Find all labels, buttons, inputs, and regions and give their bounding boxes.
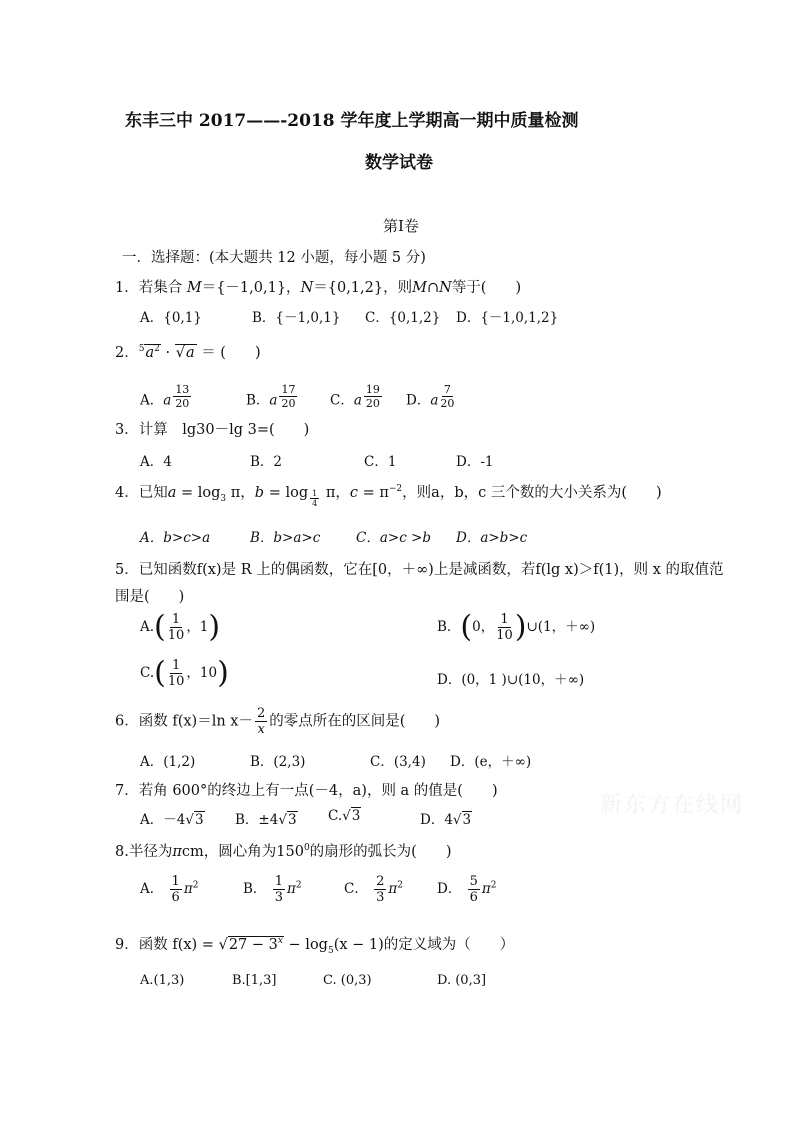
q6-option-a[interactable]: A．(1,2) xyxy=(140,754,196,770)
q2-option-c[interactable]: C．a $^{\frac{19}{20}}$ xyxy=(330,383,380,410)
q9-option-a[interactable]: A.(1,3) xyxy=(140,973,185,988)
question-1: 1．若集合 M＝{－1,0,1}，N＝{0,1,2}，则M∩N等于( ) xyxy=(115,280,522,296)
q4-option-b[interactable]: B．b>a>c xyxy=(250,530,321,546)
q2-option-d[interactable]: D．a $^{\frac{7}{20}}$ xyxy=(406,383,455,410)
q6-option-d[interactable]: D．(e，＋∞) xyxy=(450,754,532,770)
q7-option-d[interactable]: D．4√3 xyxy=(420,812,472,828)
q4-option-c[interactable]: C．a>c >b xyxy=(356,530,431,546)
q2-option-a[interactable]: A．a $^{\frac{13}{20}}$ xyxy=(140,383,190,410)
q3-option-a[interactable]: A．4 xyxy=(140,454,172,470)
q9-option-b[interactable]: B.[1,3] xyxy=(232,973,277,988)
q1-option-a[interactable]: A．{0,1} xyxy=(140,310,202,326)
exam-subtitle: 数学试卷 xyxy=(365,153,433,173)
q3-option-b[interactable]: B．2 xyxy=(250,454,283,470)
q3-option-c[interactable]: C．1 xyxy=(364,454,397,470)
q7-option-a[interactable]: A．－4√3 xyxy=(140,812,204,828)
question-3: 3．计算 lg30－lg 3=( ) xyxy=(115,422,310,438)
q4-option-a[interactable]: A．b>c>a xyxy=(140,530,211,546)
q4-option-d[interactable]: D．a>b>c xyxy=(456,530,528,546)
q6-option-c[interactable]: C．(3,4) xyxy=(370,754,426,770)
question-5-line1: 5．已知函数f(x)是 R 上的偶函数，它在[0，＋∞)上是减函数，若f(lg x)＞f(1)，则 x 的取值范 xyxy=(115,562,724,578)
section-heading: 一．选择题：(本大题共 12 小题，每小题 5 分) xyxy=(122,250,426,266)
q1-option-d[interactable]: D．{－1,0,1,2} xyxy=(456,310,559,326)
question-2: 2．$^5a^2 \cdot √a$ ＝ ( ) xyxy=(115,344,261,361)
question-8: 8.半径为πcm，圆心角为$150^0$的扇形的弧长为( ) xyxy=(115,843,452,860)
q8-option-c[interactable]: C． $\frac{2}{3}$ $\pi^2$ xyxy=(344,874,404,905)
volume-label: 第Ⅰ卷 xyxy=(383,217,419,235)
question-6: 6．函数 f(x)＝ln x－ $\frac{2}{x}$ 的零点所在的区间是( ) xyxy=(115,706,441,737)
q5-option-d[interactable]: D．(0，1 )∪(10，＋∞) xyxy=(437,672,585,688)
q7-option-b[interactable]: B．±4√3 xyxy=(235,812,297,828)
q9-option-c[interactable]: C. (0,3) xyxy=(323,973,372,988)
watermark: 新东方在线网 xyxy=(600,793,745,818)
q5-option-a[interactable]: A.( $\frac{1}{10}$ ，1) xyxy=(140,609,221,645)
question-4: 4．已知$a = \log_3 \pi$，b = log $_{\frac{1}{4}}$ π，$c = \pi^{-2}$，则a，b，c 三个数的大小关系为( ) xyxy=(115,484,662,508)
q7-option-c[interactable]: C.√3 xyxy=(328,808,361,824)
question-7: 7．若角 600°的终边上有一点(－4，a)，则 a 的值是( ) xyxy=(115,783,498,799)
q5-option-b[interactable]: B．(0， $\frac{1}{10}$ )∪(1，＋∞) xyxy=(437,609,596,645)
q1-option-c[interactable]: C．{0,1,2} xyxy=(365,310,441,326)
q5-option-c[interactable]: C.( $\frac{1}{10}$ ，10) xyxy=(140,655,229,691)
exam-title: 东丰三中 2017——-2018 学年度上学期高一期中质量检测 xyxy=(125,111,579,131)
q8-option-b[interactable]: B． $\frac{1}{3}$ $\pi^2$ xyxy=(243,874,302,905)
q9-option-d[interactable]: D. (0,3] xyxy=(437,973,487,988)
question-5-line2: 围是( ) xyxy=(115,589,185,605)
q8-option-a[interactable]: A． $\frac{1}{6}$ $\pi^2$ xyxy=(140,874,199,905)
q2-option-b[interactable]: B．a $^{\frac{17}{20}}$ xyxy=(246,383,296,410)
q6-option-b[interactable]: B．(2,3) xyxy=(250,754,306,770)
question-9: 9．函数 $f(x) = √27 - 3^x - \log_5(x - 1)$的定义域为（ ） xyxy=(115,936,515,956)
q1-option-b[interactable]: B．{－1,0,1} xyxy=(252,310,341,326)
q3-option-d[interactable]: D．-1 xyxy=(456,454,494,470)
q8-option-d[interactable]: D． $\frac{5}{6}$ $\pi^2$ xyxy=(437,874,497,905)
